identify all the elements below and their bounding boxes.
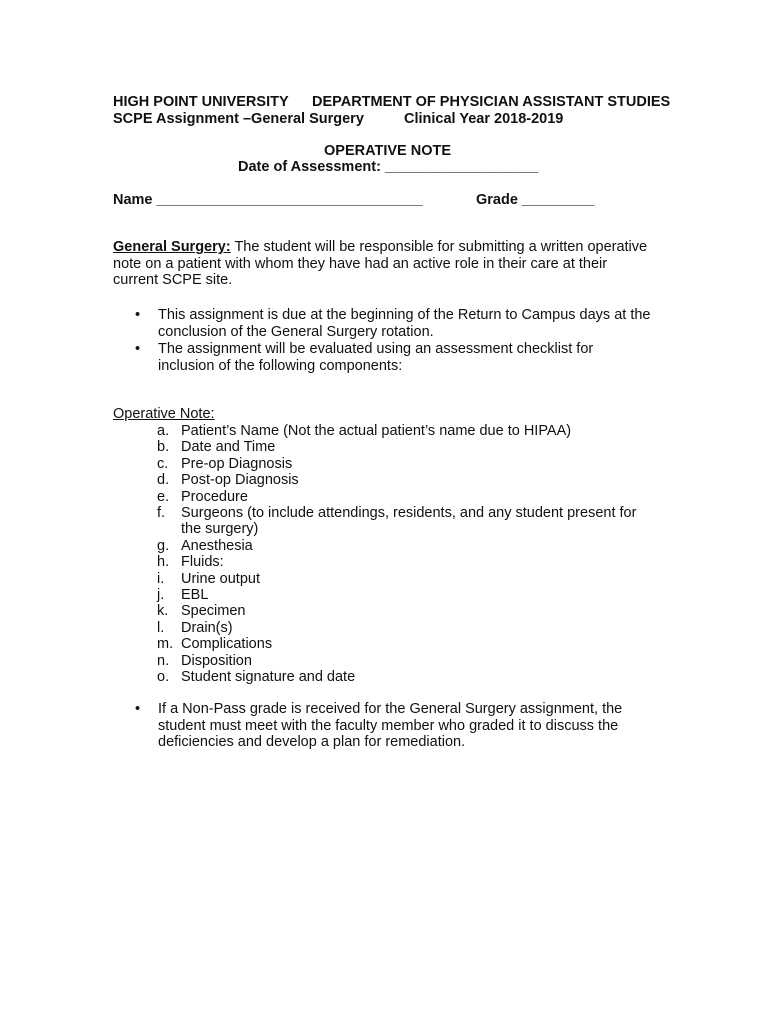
item-text: Anesthesia — [181, 537, 253, 554]
list-item — [157, 505, 657, 538]
operative-note-heading: Operative Note: — [113, 406, 215, 422]
list-item — [157, 472, 657, 488]
item-text: Fluids: — [181, 554, 224, 571]
item-marker: i. — [157, 570, 165, 587]
item-text: Patient’s Name (Not the actual patient’s name due to HIPAA) — [181, 423, 572, 439]
item-text: Urine output — [181, 570, 260, 587]
item-marker: h. — [157, 554, 170, 571]
item-marker: m. — [157, 636, 174, 653]
item-text: Pre-op Diagnosis — [181, 455, 293, 472]
list-item: • This assignment is due at the beginning of the Return to Campus days at the conclusion of the General Surgery rotation. — [113, 307, 653, 340]
page-title: OPERATIVE NOTE — [324, 143, 452, 159]
item-marker: o. — [157, 669, 170, 686]
list-item — [157, 456, 657, 472]
item-marker: a. — [157, 423, 170, 439]
item-marker: l. — [157, 619, 165, 636]
item-text: Specimen — [181, 603, 246, 620]
name-field: Name _________________________________ — [113, 192, 423, 208]
list-item — [157, 423, 657, 439]
item-marker: j. — [157, 587, 165, 604]
list-item — [157, 571, 657, 587]
list-item — [157, 653, 657, 669]
item-text: Date and Time — [181, 439, 276, 456]
item-marker: c. — [157, 455, 169, 472]
department-name: DEPARTMENT OF PHYSICIAN ASSISTANT STUDIES — [312, 94, 671, 110]
item-text: Complications — [181, 636, 273, 653]
list-item — [157, 587, 657, 603]
list-item: • If a Non-Pass grade is received for the General Surgery assignment, the student must meet with the faculty member who graded it to discuss the deficiencies and develop a plan for remediation. — [113, 701, 658, 751]
list-item — [157, 603, 657, 619]
list-item — [157, 554, 657, 570]
university-name: HIGH POINT UNIVERSITY — [113, 94, 289, 110]
operative-note-items — [157, 423, 657, 686]
list-item: • The assignment will be evaluated using an assessment checklist for inclusion of the following components: — [113, 341, 653, 374]
clinical-year: Clinical Year 2018-2019 — [404, 111, 564, 127]
grade-field: Grade _________ — [476, 192, 595, 208]
item-marker: e. — [157, 488, 170, 505]
list-item — [157, 439, 657, 455]
item-marker: b. — [157, 439, 170, 456]
item-marker: n. — [157, 652, 170, 669]
item-text: Student signature and date — [181, 669, 356, 686]
list-item — [157, 538, 657, 554]
requirements-list — [113, 307, 653, 374]
item-text: Surgeons (to include attendings, residents, and any student present for the surgery) — [181, 505, 637, 538]
item-text: Drain(s) — [181, 619, 233, 636]
item-marker: k. — [157, 603, 169, 620]
item-marker: d. — [157, 472, 170, 489]
list-item — [157, 489, 657, 505]
item-text: Post-op Diagnosis — [181, 472, 299, 489]
intro-label: General Surgery: — [113, 239, 231, 255]
date-of-assessment-field: Date of Assessment: ___________________ — [238, 159, 539, 175]
list-item — [157, 620, 657, 636]
item-marker: g. — [157, 537, 170, 554]
list-item — [157, 669, 657, 685]
list-item — [157, 636, 657, 652]
item-text: EBL — [181, 587, 209, 604]
item-text: Disposition — [181, 652, 252, 669]
intro-text: The student will be responsible for submitting a written operative note on a patient with whom they have had an active role in their care at their current SCPE site. — [113, 239, 648, 288]
intro-paragraph — [113, 239, 653, 289]
item-marker: f. — [157, 505, 166, 522]
assignment-title: SCPE Assignment –General Surgery — [113, 111, 364, 127]
item-text: Procedure — [181, 488, 248, 505]
remediation-list — [113, 701, 658, 751]
